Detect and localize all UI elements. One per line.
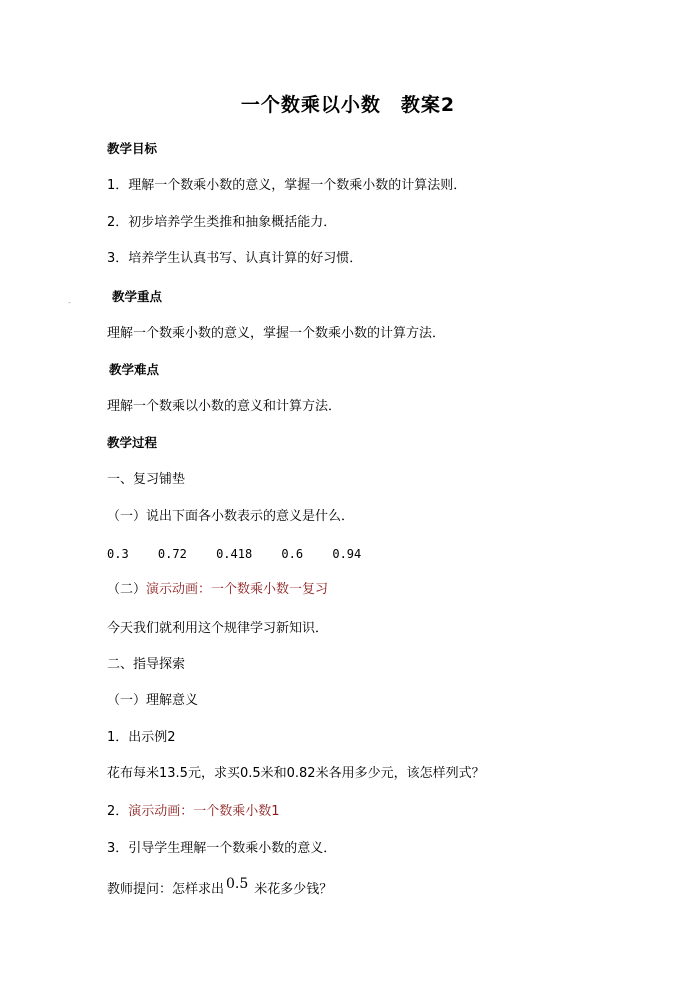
goal-1: 1．理解一个数乘小数的意义，掌握一个数乘小数的计算法则． <box>107 178 467 193</box>
example-label: 1．出示例2 <box>107 730 176 745</box>
question-suffix: 米花多少钱？ <box>254 882 333 897</box>
example-text: 花布每米13.5元，求买0.5米和0.82米各用多少元，该怎样列式？ <box>107 766 485 781</box>
review-transition: 今天我们就利用这个规律学习新知识． <box>107 621 329 636</box>
stray-mark: - <box>68 298 71 307</box>
decimal-item: 0.418 <box>216 547 253 561</box>
decimal-item: 0.94 <box>332 547 362 561</box>
difficulty-heading: 教学难点 <box>109 362 160 377</box>
decimal-item: 0.3 <box>107 547 129 561</box>
explore-sub-heading: （一）理解意义 <box>107 693 199 708</box>
key-text: 理解一个数乘小数的意义，掌握一个数乘小数的计算方法． <box>107 326 446 341</box>
teacher-question <box>107 876 333 899</box>
decimal-item: 0.72 <box>157 547 187 561</box>
goal-2: 2．初步培养学生类推和抽象概括能力． <box>107 215 337 230</box>
decimal-item: 0.6 <box>281 547 304 561</box>
decimals-list <box>107 545 383 563</box>
goal-3: 3．培养学生认真书写、认真计算的好习惯． <box>107 251 363 266</box>
review-heading: 一、复习铺垫 <box>107 472 186 487</box>
animation-link[interactable]: 演示动画：一个数乘小数1 <box>128 804 280 819</box>
question-prefix: 教师提问：怎样求出 <box>107 882 225 897</box>
explore-heading: 二、指导探索 <box>107 657 186 672</box>
review-q2-prefix: （二） <box>107 582 147 597</box>
review-question-1: （一）说出下面各小数表示的意义是什么． <box>107 509 355 524</box>
key-heading: 教学重点 <box>112 289 163 304</box>
question-number: 0.5 <box>226 876 249 892</box>
process-heading: 教学过程 <box>107 435 158 450</box>
difficulty-text: 理解一个数乘以小数的意义和计算方法． <box>107 399 342 414</box>
review-animation-link[interactable]: 演示动画：一个数乘小数一复习 <box>146 582 329 597</box>
goals-heading: 教学目标 <box>107 141 158 156</box>
guide-text: 3．引导学生理解一个数乘小数的意义． <box>107 841 337 856</box>
document-title: 一个数乘以小数 教案2 <box>240 94 456 116</box>
animation-line <box>107 803 280 821</box>
review-question-2 <box>107 581 328 599</box>
animation-prefix: 2． <box>107 804 129 819</box>
